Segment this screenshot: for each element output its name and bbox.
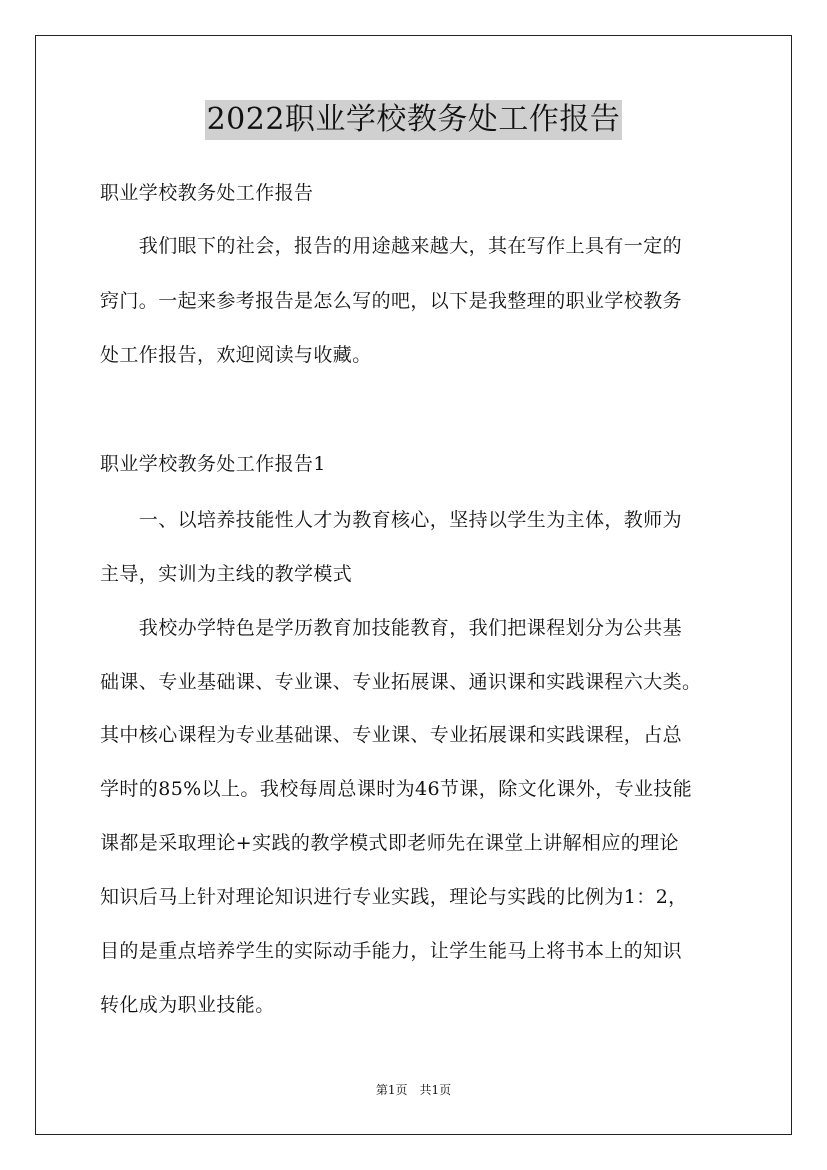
paragraph-line: 一、以培养技能性人才为教育核心，坚持以学生为主体，教师为 <box>100 509 683 531</box>
paragraph-line: 学时的85%以上。我校每周总课时为46节课，除文化课外，专业技能 <box>100 778 693 800</box>
paragraph-line: 主导，实训为主线的教学模式 <box>100 563 353 585</box>
paragraph-line: 我校办学特色是学历教育加技能教育，我们把课程划分为公共基 <box>100 617 683 639</box>
paragraph-line: 知识后马上针对理论知识进行专业实践，理论与实践的比例为1：2， <box>100 886 688 908</box>
document-title: 2022职业学校教务处工作报告 <box>205 100 623 140</box>
title-container <box>0 100 827 140</box>
section-heading: 职业学校教务处工作报告1 <box>100 453 326 475</box>
subtitle-line: 职业学校教务处工作报告 <box>100 182 314 204</box>
page-footer: 第1页 共1页 <box>375 1083 452 1097</box>
paragraph-line: 转化成为职业技能。 <box>100 994 275 1016</box>
paragraph-line: 我们眼下的社会，报告的用途越来越大，其在写作上具有一定的 <box>100 235 683 257</box>
paragraph-line: 窍门。一起来参考报告是怎么写的吧，以下是我整理的职业学校教务 <box>100 290 683 312</box>
paragraph-line: 础课、专业基础课、专业课、专业拓展课、通识课和实践课程六大类。 <box>100 671 702 693</box>
paragraph-line: 处工作报告，欢迎阅读与收藏。 <box>100 344 372 366</box>
paragraph-line: 其中核心课程为专业基础课、专业课、专业拓展课和实践课程，占总 <box>100 724 683 746</box>
paragraph-line: 目的是重点培养学生的实际动手能力，让学生能马上将书本上的知识 <box>100 940 683 962</box>
paragraph-line: 课都是采取理论+实践的教学模式即老师先在课堂上讲解相应的理论 <box>100 832 679 854</box>
